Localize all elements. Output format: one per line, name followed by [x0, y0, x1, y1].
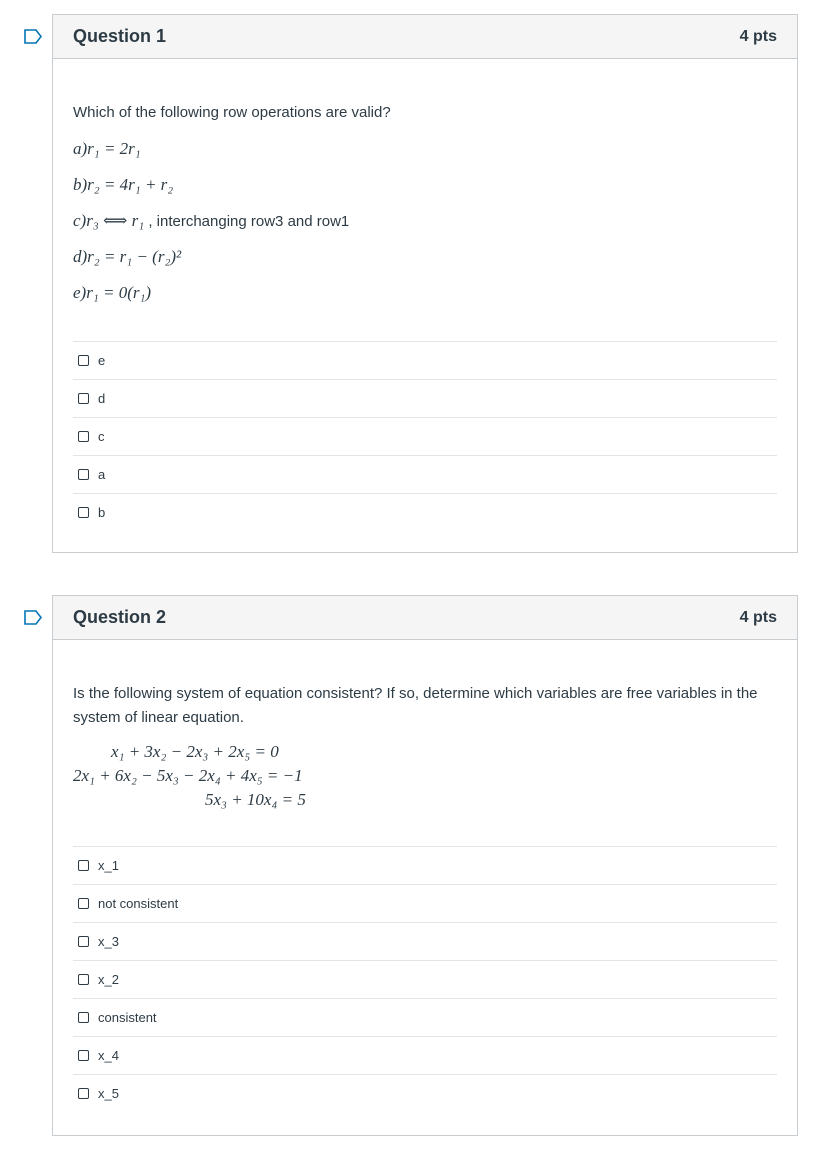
question-title: Question 1 [73, 26, 167, 46]
answer-option[interactable] [73, 379, 777, 417]
answer-list [73, 846, 777, 1112]
question-prompt: Which of the following row operations are valid? [73, 104, 391, 121]
answer-option[interactable] [73, 922, 777, 960]
answer-list [73, 341, 777, 531]
checkbox[interactable] [78, 1012, 89, 1023]
flag-question-icon[interactable] [24, 29, 42, 44]
answer-option[interactable] [73, 1074, 777, 1112]
checkbox[interactable] [78, 355, 89, 366]
checkbox[interactable] [78, 469, 89, 480]
question-prompt: Is the following system of equation consistent? If so, determine which variables are free variables in the system of linear equation. [73, 685, 758, 726]
operation-e: e)r₁ = 0(r₁) [73, 283, 152, 302]
answer-label: b [98, 505, 106, 520]
answer-option[interactable] [73, 341, 777, 379]
checkbox[interactable] [78, 393, 89, 404]
answer-option[interactable] [73, 493, 777, 531]
operation-c: c)r₃ ⟺ r₁ , interchanging row3 and row1 [73, 211, 350, 230]
checkbox[interactable] [78, 898, 89, 909]
question-body [53, 101, 797, 531]
question-header [53, 596, 797, 640]
answer-option[interactable] [73, 884, 777, 922]
answer-option[interactable] [73, 1036, 777, 1074]
answer-label: e [98, 353, 106, 368]
checkbox[interactable] [78, 974, 89, 985]
row-operations-list [73, 131, 777, 311]
operation-a: a)r₁ = 2r₁ [73, 139, 141, 158]
answer-label: consistent [98, 1010, 157, 1025]
question-body [53, 682, 797, 1112]
answer-label: c [98, 429, 105, 444]
checkbox[interactable] [78, 936, 89, 947]
answer-label: x_1 [98, 858, 119, 873]
checkbox[interactable] [78, 507, 89, 518]
answer-option[interactable] [73, 455, 777, 493]
checkbox[interactable] [78, 1050, 89, 1061]
answer-option[interactable] [73, 417, 777, 455]
question-header [53, 15, 797, 59]
flag-question-icon[interactable] [24, 610, 42, 625]
answer-option[interactable] [73, 998, 777, 1036]
checkbox[interactable] [78, 860, 89, 871]
operation-d: d)r₂ = r₁ − (r₂)² [73, 247, 182, 266]
question-points: 4 pts [739, 27, 777, 45]
answer-option[interactable] [73, 960, 777, 998]
operation-b: b)r₂ = 4r₁ + r₂ [73, 175, 174, 194]
answer-label: not consistent [98, 896, 179, 911]
question-points: 4 pts [739, 608, 777, 626]
answer-label: x_5 [98, 1086, 119, 1101]
answer-label: a [98, 467, 106, 482]
answer-label: d [98, 391, 106, 406]
question-2 [52, 595, 798, 1136]
equation-2: 2x₁ + 6x₂ − 5x₃ − 2x₄ + 4x₅ = −1 [73, 766, 303, 785]
answer-label: x_3 [98, 934, 119, 949]
answer-option[interactable] [73, 846, 777, 884]
checkbox[interactable] [78, 431, 89, 442]
question-1 [52, 14, 798, 553]
equation-1: x₁ + 3x₂ − 2x₃ + 2x₅ = 0 [111, 742, 279, 761]
answer-label: x_2 [98, 972, 119, 987]
checkbox[interactable] [78, 1088, 89, 1099]
answer-label: x_4 [98, 1048, 119, 1063]
question-title: Question 2 [73, 607, 167, 627]
equation-system [73, 740, 777, 812]
equation-3: 5x₃ + 10x₄ = 5 [205, 790, 306, 809]
